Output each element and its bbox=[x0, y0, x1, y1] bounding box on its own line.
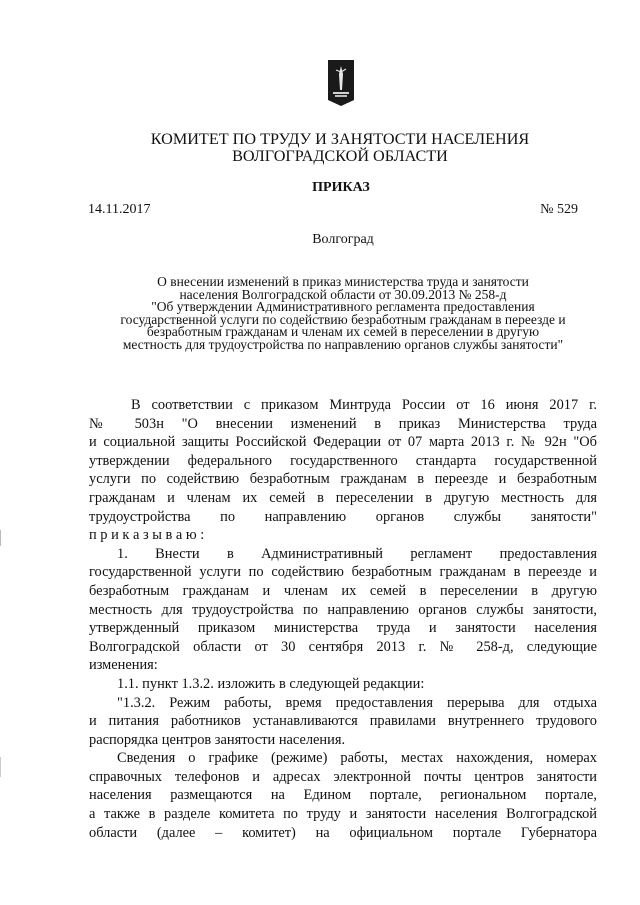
scan-margin-mark bbox=[0, 757, 1, 777]
body-line: местность для трудоустройства по направлению органов службы занятости, bbox=[89, 601, 597, 618]
coat-of-arms-icon bbox=[328, 60, 354, 106]
body-line: трудоустройства по направлению органов службы занятости" bbox=[89, 508, 597, 525]
body-line: населения размещаются на Едином портале, региональном портале, bbox=[89, 787, 597, 804]
document-type: ПРИКАЗ bbox=[312, 180, 370, 195]
body-line: утверждении федерального государственного стандарта государственной bbox=[89, 452, 597, 469]
body-line: изменения: bbox=[89, 657, 158, 674]
body-line: области (далее – комитет) на официальном портале Губернатора bbox=[89, 824, 597, 841]
body-line: "1.3.2. Режим работы, время предоставления перерыва для отдыха bbox=[117, 694, 597, 711]
body-line: № 503н "О внесении изменений в приказ Министерства труда bbox=[89, 415, 597, 432]
subject-line: государственной услуги по содействию безработным гражданам в переезде и bbox=[120, 311, 566, 327]
body-line: услуги по содействию безработным гражданам в переезде и безработным bbox=[89, 471, 597, 488]
subject-line: населения Волгоградской области от 30.09.2013 № 258-д bbox=[179, 286, 507, 302]
subject-line: местность для трудоустройства по направлению органов службы занятости" bbox=[122, 336, 564, 352]
body-line: В соответствии с приказом Минтруда России от 16 июня 2017 г. bbox=[131, 397, 597, 413]
org-name-line: ВОЛГОГРАДСКОЙ ОБЛАСТИ bbox=[232, 147, 448, 165]
scan-margin-mark bbox=[0, 530, 1, 546]
body-line: безработным гражданам и членам их семей в переселении в другую bbox=[89, 582, 597, 599]
body-line: распорядка центров занятости населения. bbox=[89, 731, 346, 748]
order-number: № 529 bbox=[540, 202, 578, 217]
body-line: справочных телефонов и адресах электронной почты центров занятости bbox=[89, 768, 597, 785]
order-date: 14.11.2017 bbox=[88, 202, 151, 217]
body-line: и питания работников устанавливаются правилами внутреннего трудового bbox=[89, 713, 597, 730]
subject-line: безработным гражданам и членам их семей в переселении в другую bbox=[146, 324, 540, 339]
body-line: гражданам и членам их семей в переселении в другую местность для bbox=[89, 489, 597, 506]
body-line: и социальной защиты Российской Федерации от 07 марта 2013 г. № 92н "Об bbox=[89, 434, 597, 451]
body-line: а также в разделе комитета по труду и занятости населения Волгоградской bbox=[89, 806, 597, 823]
body-line: государственной услуги по содействию безработным гражданам в переезде и bbox=[89, 564, 597, 581]
order-word: п р и к а з ы в а ю : bbox=[89, 527, 205, 544]
body-line: утвержденный приказом министерства труда и занятости населения bbox=[89, 620, 597, 637]
order-subject bbox=[0, 276, 640, 351]
body-line: Волгоградской области от 30 сентября 2013 г. № 258-д, следующие bbox=[89, 638, 597, 655]
order-city: Волгоград bbox=[312, 232, 374, 247]
body-line: 1. Внести в Административный регламент предоставления bbox=[117, 545, 597, 562]
body-line: 1.1. пункт 1.3.2. изложить в следующей редакции: bbox=[117, 675, 425, 692]
body-line: Сведения о графике (режиме) работы, местах нахождения, номерах bbox=[117, 750, 597, 767]
subject-line: "Об утверждении Административного регламента предоставления bbox=[151, 299, 535, 314]
order-body bbox=[89, 396, 597, 842]
organization-header bbox=[0, 131, 640, 165]
org-name-line: КОМИТЕТ ПО ТРУДУ И ЗАНЯТОСТИ НАСЕЛЕНИЯ bbox=[150, 130, 530, 148]
subject-line: О внесении изменений в приказ министерства труда и занятости bbox=[157, 274, 529, 289]
